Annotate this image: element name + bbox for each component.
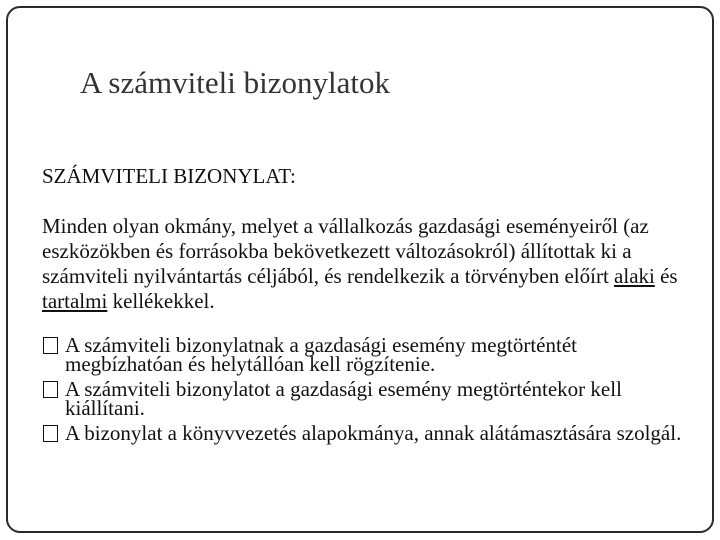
bullet-text: A számviteli bizonylatot a gazdasági esemény megtörténtekor kell kiállítani. <box>65 377 622 420</box>
slide-title: A számviteli bizonylatok <box>80 65 390 100</box>
bullet-text: A számviteli bizonylatnak a gazdasági esemény megtörténtét megbízhatóan és helytállóan kell rögzítenie. <box>65 333 577 376</box>
bullet-item <box>42 377 682 420</box>
bullet-text: A bizonylat a könyvvezetés alapokmánya, annak alátámasztására szolgál. <box>65 421 682 445</box>
definition-text-3: kellékekkel. <box>107 289 215 313</box>
square-bullet-icon <box>43 381 58 398</box>
definition-underline-tartalmi: tartalmi <box>42 289 108 313</box>
bullet-item <box>42 421 682 445</box>
bullet-list <box>42 333 682 445</box>
bullet-item <box>42 333 682 376</box>
slide-body <box>42 164 682 449</box>
definition-underline-alaki: alaki <box>614 264 655 288</box>
definition-paragraph <box>42 214 682 314</box>
definition-text-1: Minden olyan okmány, melyet a vállalkozás gazdasági eseményeiről (az eszközökben és forrásokba bekövetkezett változásokról) állítottak ki a számviteli nyilvántartás céljából, és rendelkezik a törvényben előírt <box>42 214 649 288</box>
square-bullet-icon <box>43 425 58 442</box>
definition-text-2: és <box>654 264 678 288</box>
section-heading: SZÁMVITELI BIZONYLAT: <box>42 164 296 188</box>
square-bullet-icon <box>43 337 58 354</box>
